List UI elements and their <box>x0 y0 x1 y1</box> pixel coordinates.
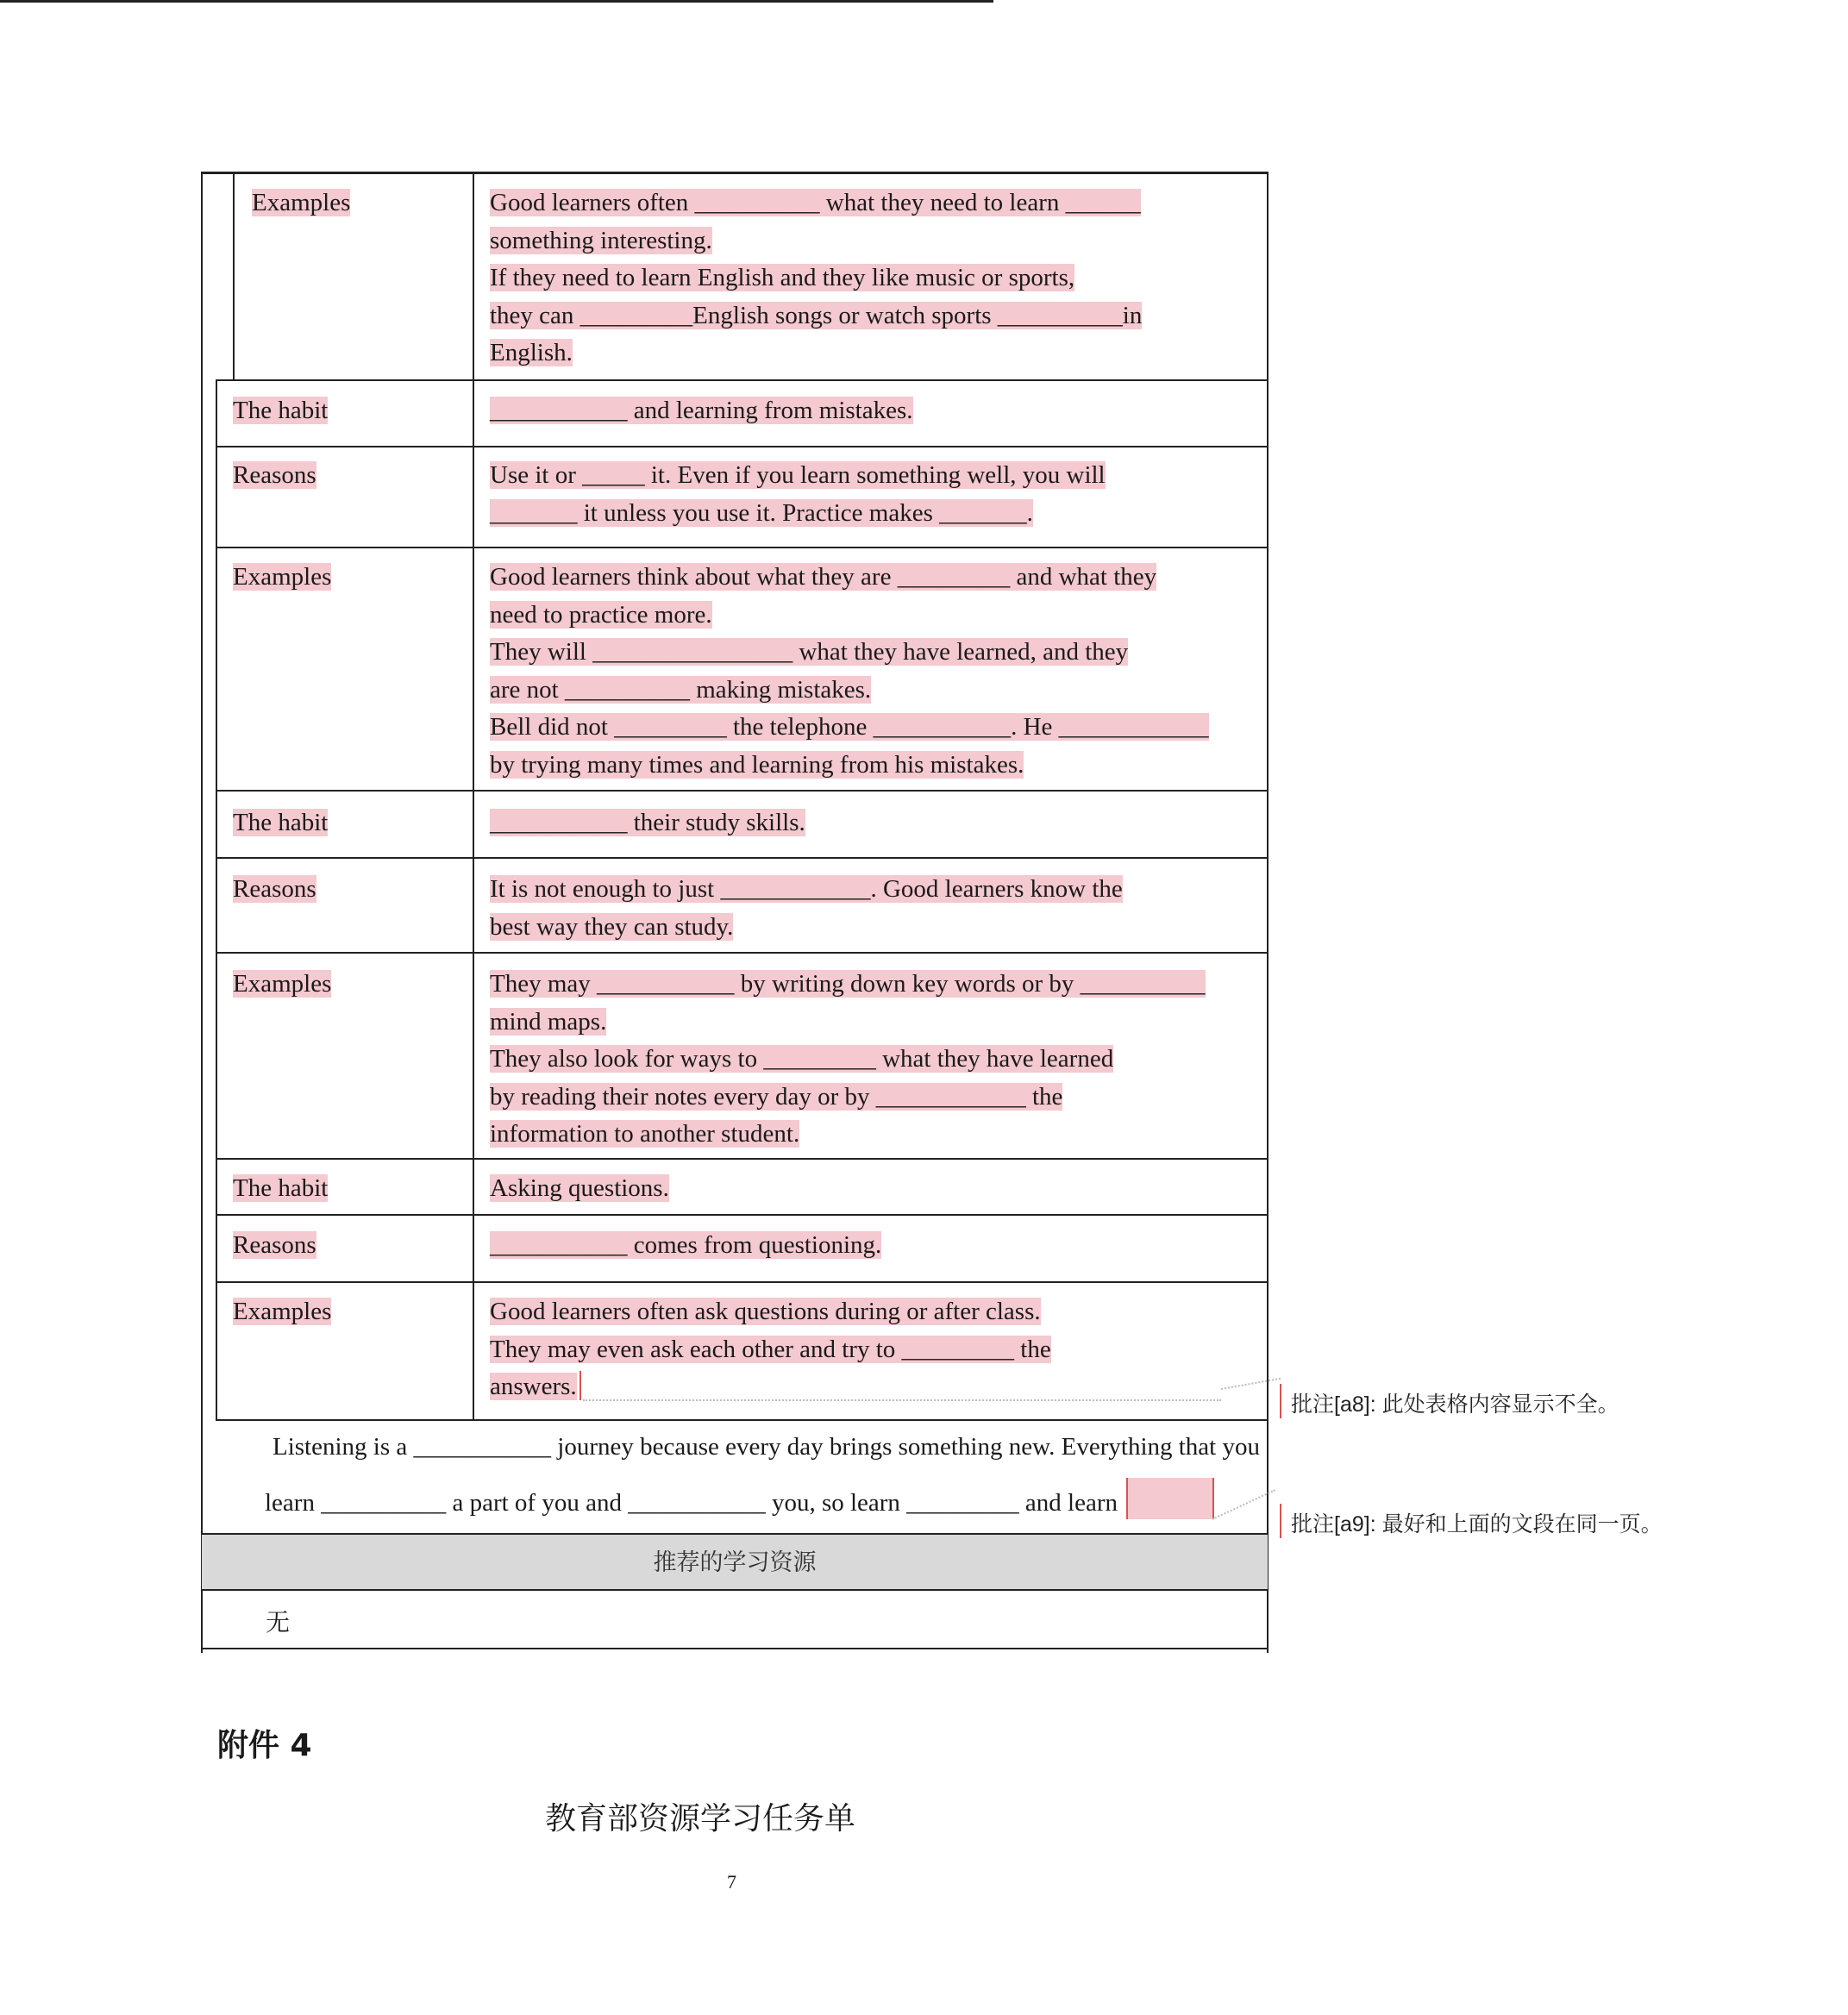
row-label: The habit <box>233 397 329 424</box>
header-rule <box>0 0 993 3</box>
doc-title: 教育部资源学习任务单 <box>545 1801 856 1837</box>
paragraph-line-1: Listening is a ___________ journey because every day brings something new. Everything that you <box>273 1433 1260 1461</box>
table-top-border <box>201 172 1269 174</box>
row-content: Use it or _____ it. Even if you learn something well, you will _______ it unless you use it. Practice makes _______. <box>490 461 1106 527</box>
row-label: The habit <box>233 1174 329 1202</box>
comment-a8-tag: 批注[a8]: <box>1291 1392 1376 1417</box>
resources-body: 无 <box>266 1608 291 1636</box>
row-label: Examples <box>233 970 332 998</box>
resources-header: 推荐的学习资源 <box>653 1549 817 1576</box>
row-content: Good learners often __________ what they need to learn ______ something interesting. If they need to learn English and they like music or sports, they can _________English songs or watch sports __________in English. <box>490 189 1143 366</box>
row-content: Good learners often ask questions during or after class. They may even ask each other and try to _________ the answers. <box>490 1298 1051 1400</box>
row-label: Reasons <box>233 875 316 903</box>
comment-a9-tag: 批注[a9]: <box>1291 1512 1376 1536</box>
page-number: 7 <box>727 1871 736 1893</box>
row-content: Good learners think about what they are _________ and what they need to practice more. They will ________________ what they have learned, and they are not __________ making mistakes. Bell did not _________ the telephone ___________. He ____________ by trying many times and learning from his mistakes. <box>490 563 1209 779</box>
table-left-border <box>201 172 203 1653</box>
comment-a9[interactable] <box>1291 1507 1663 1538</box>
row-label: Examples <box>233 563 332 591</box>
row-content: ___________ their study skills. <box>490 809 805 836</box>
paragraph-line-2: learn __________ a part of you and ___________ you, so learn _________ and learn <box>265 1489 1118 1517</box>
comment-a8[interactable] <box>1291 1387 1619 1418</box>
comment-a9-text: 最好和上面的文段在同一页。 <box>1381 1512 1663 1536</box>
row-content: It is not enough to just ____________. Good learners know the best way they can study. <box>490 875 1123 941</box>
appendix-label: 附件 4 <box>217 1728 312 1763</box>
row-label: Reasons <box>233 461 316 489</box>
table-right-border <box>1267 172 1269 1653</box>
row-label: Reasons <box>233 1231 316 1259</box>
row-content: They may ___________ by writing down key words or by __________ mind maps. They also look for ways to _________ what they have learned by reading their notes every day or by ____________ the information to another student. <box>490 970 1206 1148</box>
table-bottom-border <box>201 1648 1269 1649</box>
row-label: Examples <box>252 189 351 216</box>
comment-anchor-a8 <box>579 1371 581 1400</box>
row-content: ___________ and learning from mistakes. <box>490 397 913 424</box>
row-label: The habit <box>233 809 329 836</box>
row-label: Examples <box>233 1298 332 1325</box>
comment-a8-text: 此处表格内容显示不全。 <box>1381 1392 1619 1417</box>
comment-anchor-a9 <box>1126 1478 1214 1519</box>
row-content: ___________ comes from questioning. <box>490 1231 882 1259</box>
row-content: Asking questions. <box>490 1174 669 1202</box>
